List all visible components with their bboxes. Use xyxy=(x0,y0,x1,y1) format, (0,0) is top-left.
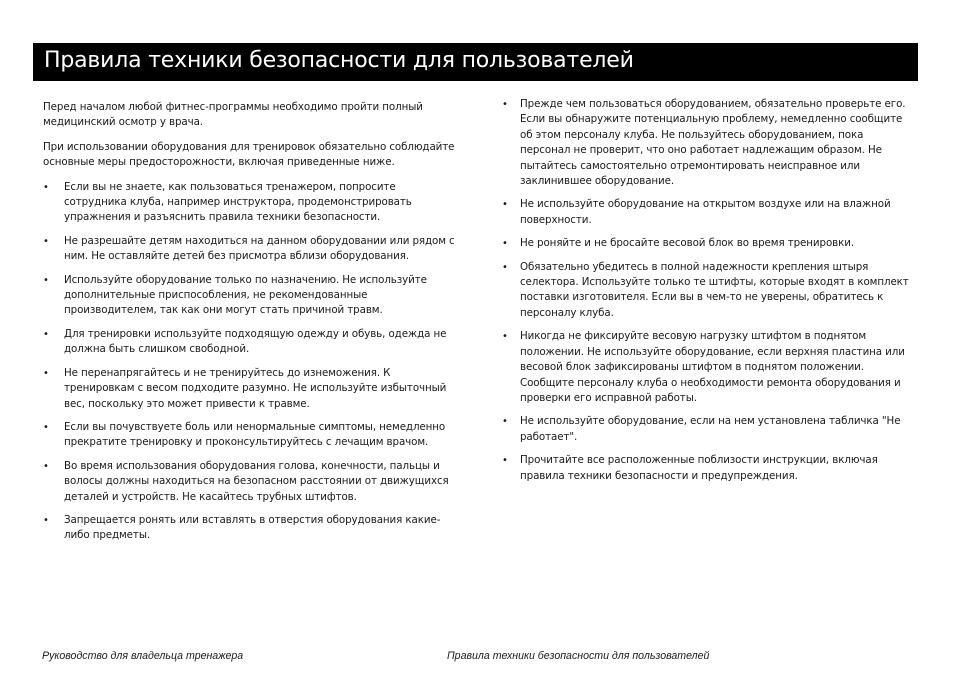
page-title: Правила техники безопасности для пользователей xyxy=(44,48,634,73)
bullet-icon: • xyxy=(43,328,49,340)
footer-section-title: Правила техники безопасности для пользователей xyxy=(447,650,710,662)
bullet-icon: • xyxy=(502,199,508,211)
bullet-icon: • xyxy=(43,367,49,379)
bullet-icon: • xyxy=(502,238,508,250)
list-item-text: Никогда не фиксируйте весовую нагрузку штифтом в поднятом положении. Не используйте оборудование, если верхняя пластина или весовой блок зафиксированы штифтом в поднятом положении. Сообщите персоналу клуба о необходимости ремонта оборудования и проверки его исправной работы. xyxy=(520,330,905,404)
list-item-text: Для тренировки используйте подходящую одежду и обувь, одежда не должна быть слишком свободной. xyxy=(64,327,447,356)
list-item xyxy=(43,327,455,358)
left-column xyxy=(43,100,455,552)
list-item xyxy=(502,414,914,445)
footer-manual-title: Руководство для владельца тренажера xyxy=(42,650,244,662)
bullet-icon: • xyxy=(43,514,49,526)
bullet-icon: • xyxy=(43,274,49,286)
bullet-icon: • xyxy=(43,460,49,472)
intro-paragraph-1: Перед началом любой фитнес-программы необходимо пройти полный медицинский осмотр у врача. xyxy=(43,101,423,129)
list-item-text: Прежде чем пользоваться оборудованием, обязательно проверьте его. Если вы обнаружите потенциальную проблему, немедленно сообщите об этом персоналу клуба. Не пользуйтесь оборудованием, пока персонал не проверит, что оно работает надлежащим образом. Не пытайтесь самостоятельно отремонтировать неисправное или заклинившее оборудование. xyxy=(520,98,906,188)
list-item-text: Прочитайте все расположенные поблизости инструкции, включая правила техники безопасности и предупреждения. xyxy=(520,454,878,482)
right-bullet-list xyxy=(502,97,914,484)
bullet-icon: • xyxy=(502,416,508,428)
list-item xyxy=(43,273,455,319)
list-item-text: Если вы не знаете, как пользоваться тренажером, попросите сотрудника клуба, например инструктора, продемонстрировать упражнения и разъяснить правила техники безопасности. xyxy=(64,180,412,224)
list-item-text: Если вы почувствуете боль или ненормальные симптомы, немедленно прекратите тренировку и проконсультируйтесь с лечащим врачом. xyxy=(64,420,446,449)
list-item-text: Не используйте оборудование, если на нем установлена табличка "Не работает". xyxy=(520,415,901,443)
list-item xyxy=(502,197,914,228)
list-item xyxy=(43,459,455,505)
list-item-text: Не перенапрягайтесь и не тренируйтесь до изнеможения. К тренировкам с весом подходите разумно. Не используйте избыточный вес, поскольку это может привести к травме. xyxy=(64,366,447,410)
right-column xyxy=(502,97,914,492)
bullet-icon: • xyxy=(502,331,508,343)
list-item-text: Запрещается ронять или вставлять в отверстия оборудования какие-либо предметы. xyxy=(64,513,441,542)
list-item xyxy=(43,513,455,544)
list-item xyxy=(43,234,455,265)
page-title-bar xyxy=(33,43,918,81)
list-item xyxy=(502,236,914,251)
list-item xyxy=(502,329,914,406)
list-item-text: Не используйте оборудование на открытом воздухе или на влажной поверхности. xyxy=(520,198,891,226)
list-item xyxy=(502,260,914,322)
bullet-icon: • xyxy=(502,261,508,273)
list-item-text: Не роняйте и не бросайте весовой блок во время тренировки. xyxy=(520,237,854,250)
list-item xyxy=(502,97,914,189)
list-item-text: Обязательно убедитесь в полной надежности крепления штыря селектора. Используйте только те штифты, которые входят в комплект поставки изготовителя. Если вы в чем-то не уверены, обратитесь к персоналу клуба. xyxy=(520,260,909,319)
list-item xyxy=(43,180,455,226)
list-item xyxy=(43,366,455,412)
list-item-text: Не разрешайте детям находиться на данном оборудовании или рядом с ним. Не оставляйте детей без присмотра вблизи оборудования. xyxy=(64,234,455,263)
bullet-icon: • xyxy=(502,455,508,467)
list-item xyxy=(502,453,914,484)
bullet-icon: • xyxy=(43,421,49,433)
left-bullet-list xyxy=(43,180,455,544)
list-item xyxy=(43,420,455,451)
bullet-icon: • xyxy=(502,99,508,110)
list-item-text: Во время использования оборудования голова, конечности, пальцы и волосы должны находиться на безопасном расстоянии от движущихся деталей и устройств. Не касайтесь трубных штифтов. xyxy=(64,459,449,503)
intro-paragraph-2: При использовании оборудования для тренировок обязательно соблюдайте основные меры предосторожности, включая приведенные ниже. xyxy=(43,140,455,169)
bullet-icon: • xyxy=(43,181,49,193)
bullet-icon: • xyxy=(43,235,49,247)
list-item-text: Используйте оборудование только по назначению. Не используйте дополнительные приспособления, не рекомендованные производителем, так как они могут стать причиной травм. xyxy=(64,273,427,317)
